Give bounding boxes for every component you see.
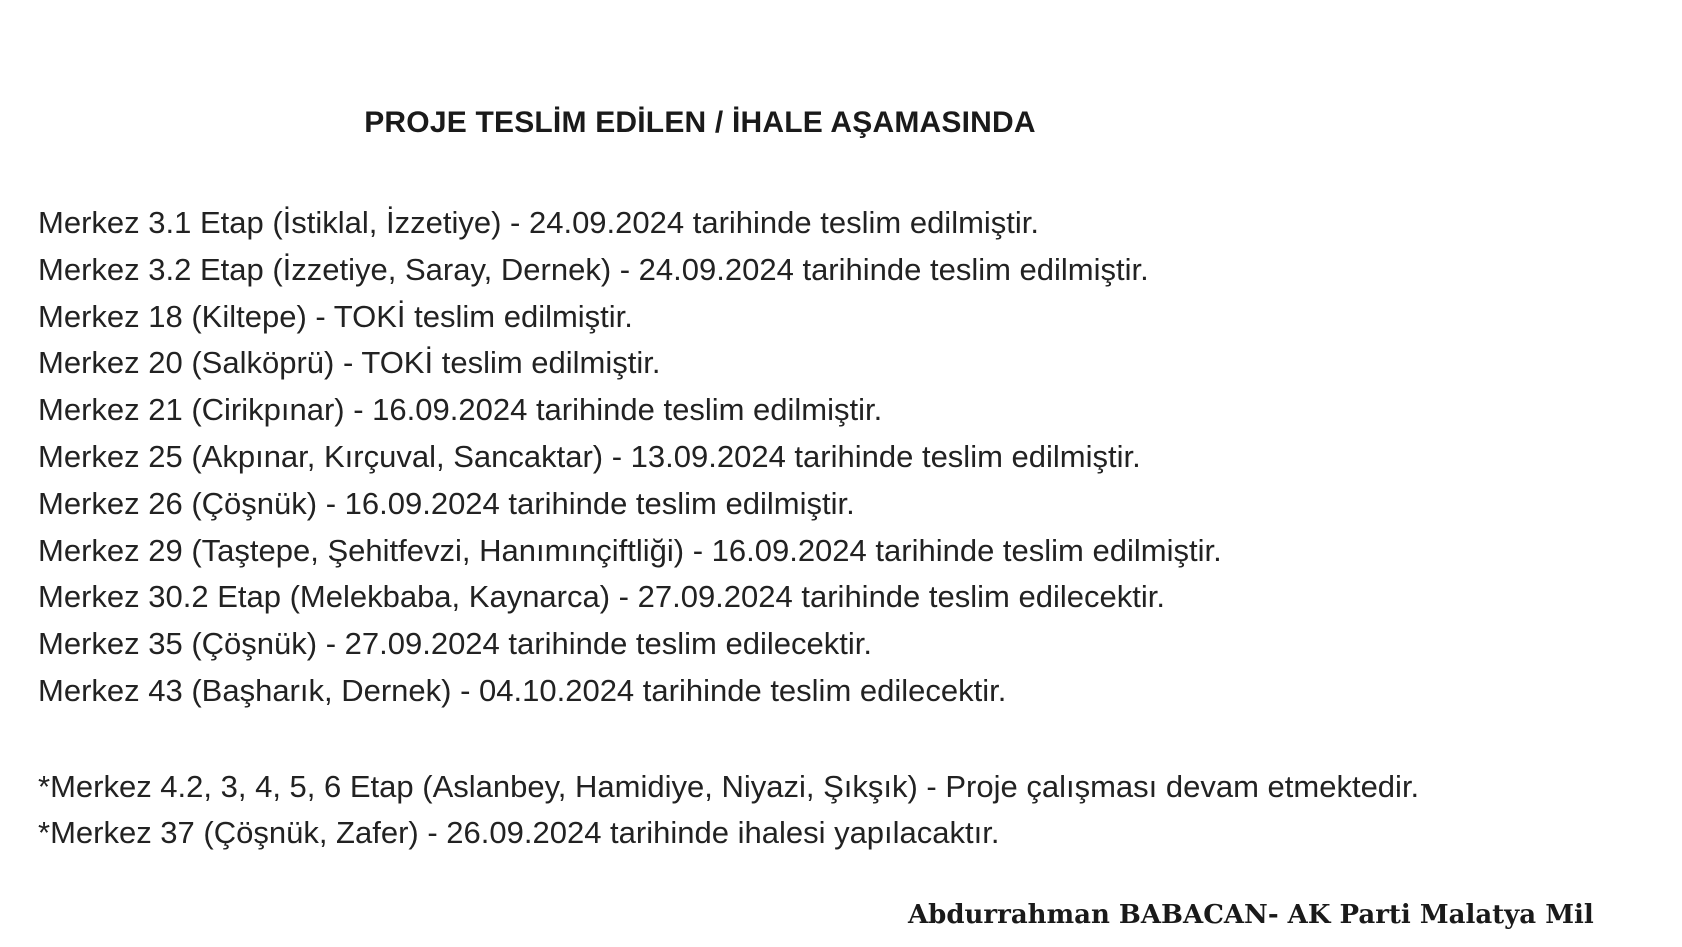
document-title: PROJE TESLİM EDİLEN / İHALE AŞAMASINDA <box>364 106 1036 139</box>
list-item: Merkez 3.1 Etap (İstiklal, İzzetiye) - 24.09.2024 tarihinde teslim edilmiştir. <box>38 205 1040 240</box>
list-item: Merkez 30.2 Etap (Melekbaba, Kaynarca) - 27.09.2024 tarihinde teslim edilecektir. <box>38 579 1165 615</box>
list-item: Merkez 26 (Çöşnük) - 16.09.2024 tarihinde teslim edilmiştir. <box>38 485 855 521</box>
signature-text: Abdurrahman BABACAN- AK Parti Malatya Mil <box>908 900 1594 930</box>
list-item: Merkez 35 (Çöşnük) - 27.09.2024 tarihinde teslim edilecektir. <box>38 626 872 662</box>
list-item: Merkez 21 (Cirikpınar) - 16.09.2024 tarihinde teslim edilmiştir. <box>38 392 883 428</box>
list-item: Merkez 3.2 Etap (İzzetiye, Saray, Dernek) - 24.09.2024 tarihinde teslim edilmiştir. <box>38 251 1149 287</box>
list-item: Merkez 20 (Salköprü) - TOKİ teslim edilmiştir. <box>38 345 661 381</box>
list-item: Merkez 25 (Akpınar, Kırçuval, Sancaktar) - 13.09.2024 tarihinde teslim edilmiştir. <box>38 438 1141 474</box>
note-item: *Merkez 4.2, 3, 4, 5, 6 Etap (Aslanbey, Hamidiye, Niyazi, Şıkşık) - Proje çalışması devam etmektedir. <box>38 769 1420 804</box>
list-item: Merkez 18 (Kiltepe) - TOKİ teslim edilmiştir. <box>38 298 633 334</box>
delivery-list <box>38 200 1222 715</box>
notes-list <box>38 764 1419 856</box>
list-item: Merkez 29 (Taştepe, Şehitfevzi, Hanımınçiftliği) - 16.09.2024 tarihinde teslim edilmiştir. <box>38 532 1222 568</box>
list-item: Merkez 43 (Başharık, Dernek) - 04.10.2024 tarihinde teslim edilecektir. <box>38 672 1007 708</box>
note-item: *Merkez 37 (Çöşnük, Zafer) - 26.09.2024 tarihinde ihalesi yapılacaktır. <box>38 815 1000 850</box>
